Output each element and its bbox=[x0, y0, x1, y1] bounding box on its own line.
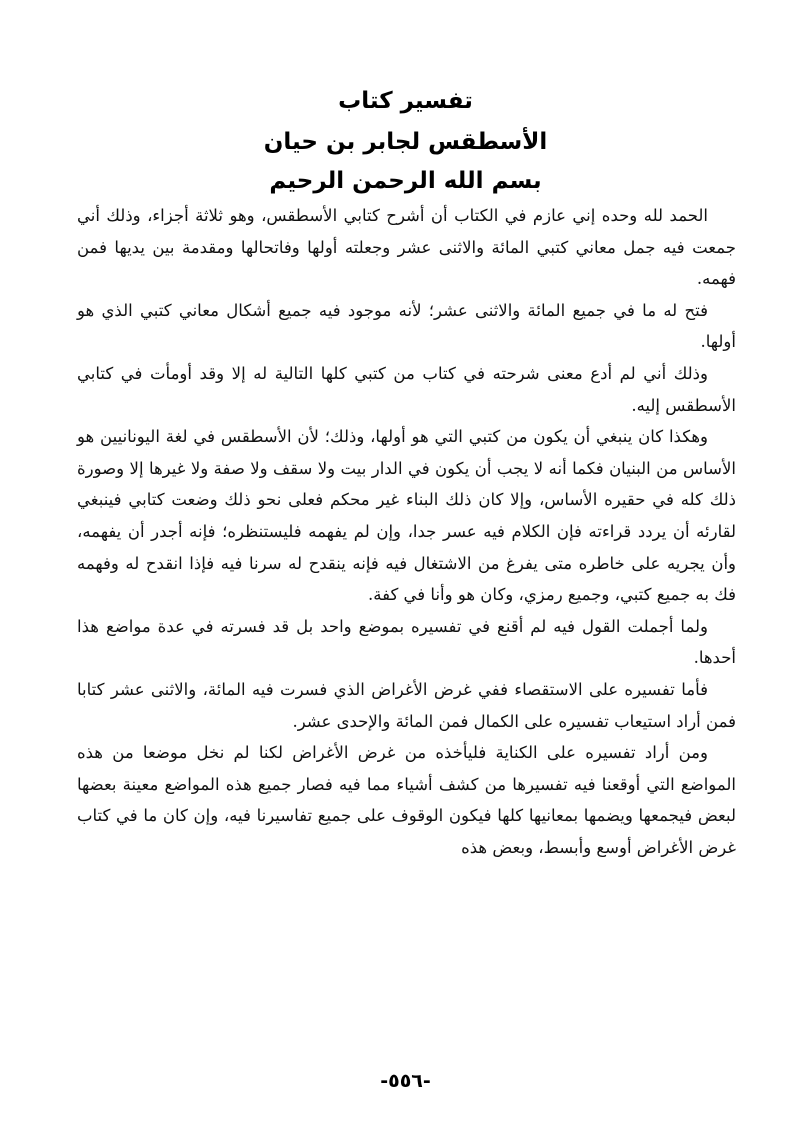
paragraph-3: وذلك أني لم أدع معنى شرحته في كتاب من كتبي كلها التالية له إلا وقد أومأت في كتابي الأسطقس إليه. bbox=[77, 363, 736, 415]
body-text bbox=[77, 200, 736, 863]
basmala-heading: بسم الله الرحمن الرحيم bbox=[269, 168, 542, 194]
book-title: تفسير كتاب bbox=[338, 88, 473, 114]
paragraph-1: الحمد لله وحده إني عازم في الكتاب أن أشرح كتابي الأسطقس، وهو ثلاثة أجزاء، وذلك أني جمعت فيه جمل معاني كتبي المائة والاثنى عشر وجعلته أولها وفاتحالها ومقدمة بين يديها فمن فهمه. bbox=[77, 206, 736, 289]
paragraph-7: ومن أراد تفسيره على الكناية فليأخذه من غرض الأغراض لكنا لم نخل موضعا من هذه المواضع التي أوقعنا فيه تفسيرها من كشف أشياء مما فيه فصار جميع هذه المواضع معينة بعضها لبعض فيجمعها ويضمها بمعانيها كلها فيكون الوقوف على جميع تفاسيرنا فيه، وإن كان ما في كتاب غرض الأغراض أوسع وأبسط، وبعض هذه bbox=[77, 743, 736, 857]
page-number: -٥٥٦- bbox=[380, 1070, 431, 1092]
book-subtitle: الأسطقس لجابر بن حيان bbox=[263, 129, 548, 155]
paragraph-5: ولما أجملت القول فيه لم أقنع في تفسيره بموضع واحد بل قد فسرته في عدة مواضع هذا أحدها. bbox=[77, 616, 736, 668]
paragraph-2: فتح له ما في جميع المائة والاثنى عشر؛ لأنه موجود فيه جميع أشكال معاني كتبي الذي هو أولها. bbox=[77, 300, 736, 352]
paragraph-4: وهكذا كان ينبغي أن يكون من كتبي التي هو أولها، وذلك؛ لأن الأسطقس في لغة اليونانيين هو الأساس من البنيان فكما أنه لا يجب أن يكون في الدار بيت ولا سقف ولا صفة ولا غيرها إلا وصورة ذلك كله في حقيره الأساس، وإلا كان ذلك البناء غير محكم فعلى نحو ذلك وضعت كتابي فينبغي لقارئه أن يردد قراءته فإن الكلام فيه عسر جدا، وإن لم يفهمه فليستنظره؛ فإنه أجدر أن يفهمه، وأن يجريه على خاطره متى يفرغ من الاشتغال فيه فإنه ينقدح له سرنا فيه فإذا انقدح له وفهمه فك به جميع كتبي، وجميع رمزي، وكان هو وأنا في كفة. bbox=[77, 427, 736, 605]
paragraph-6: فأما تفسيره على الاستقصاء ففي غرض الأغراض الذي فسرت فيه المائة، والاثنى عشر كتابا فمن أراد استيعاب تفسيره على الكمال فمن المائة والإحدى عشر. bbox=[77, 679, 736, 731]
